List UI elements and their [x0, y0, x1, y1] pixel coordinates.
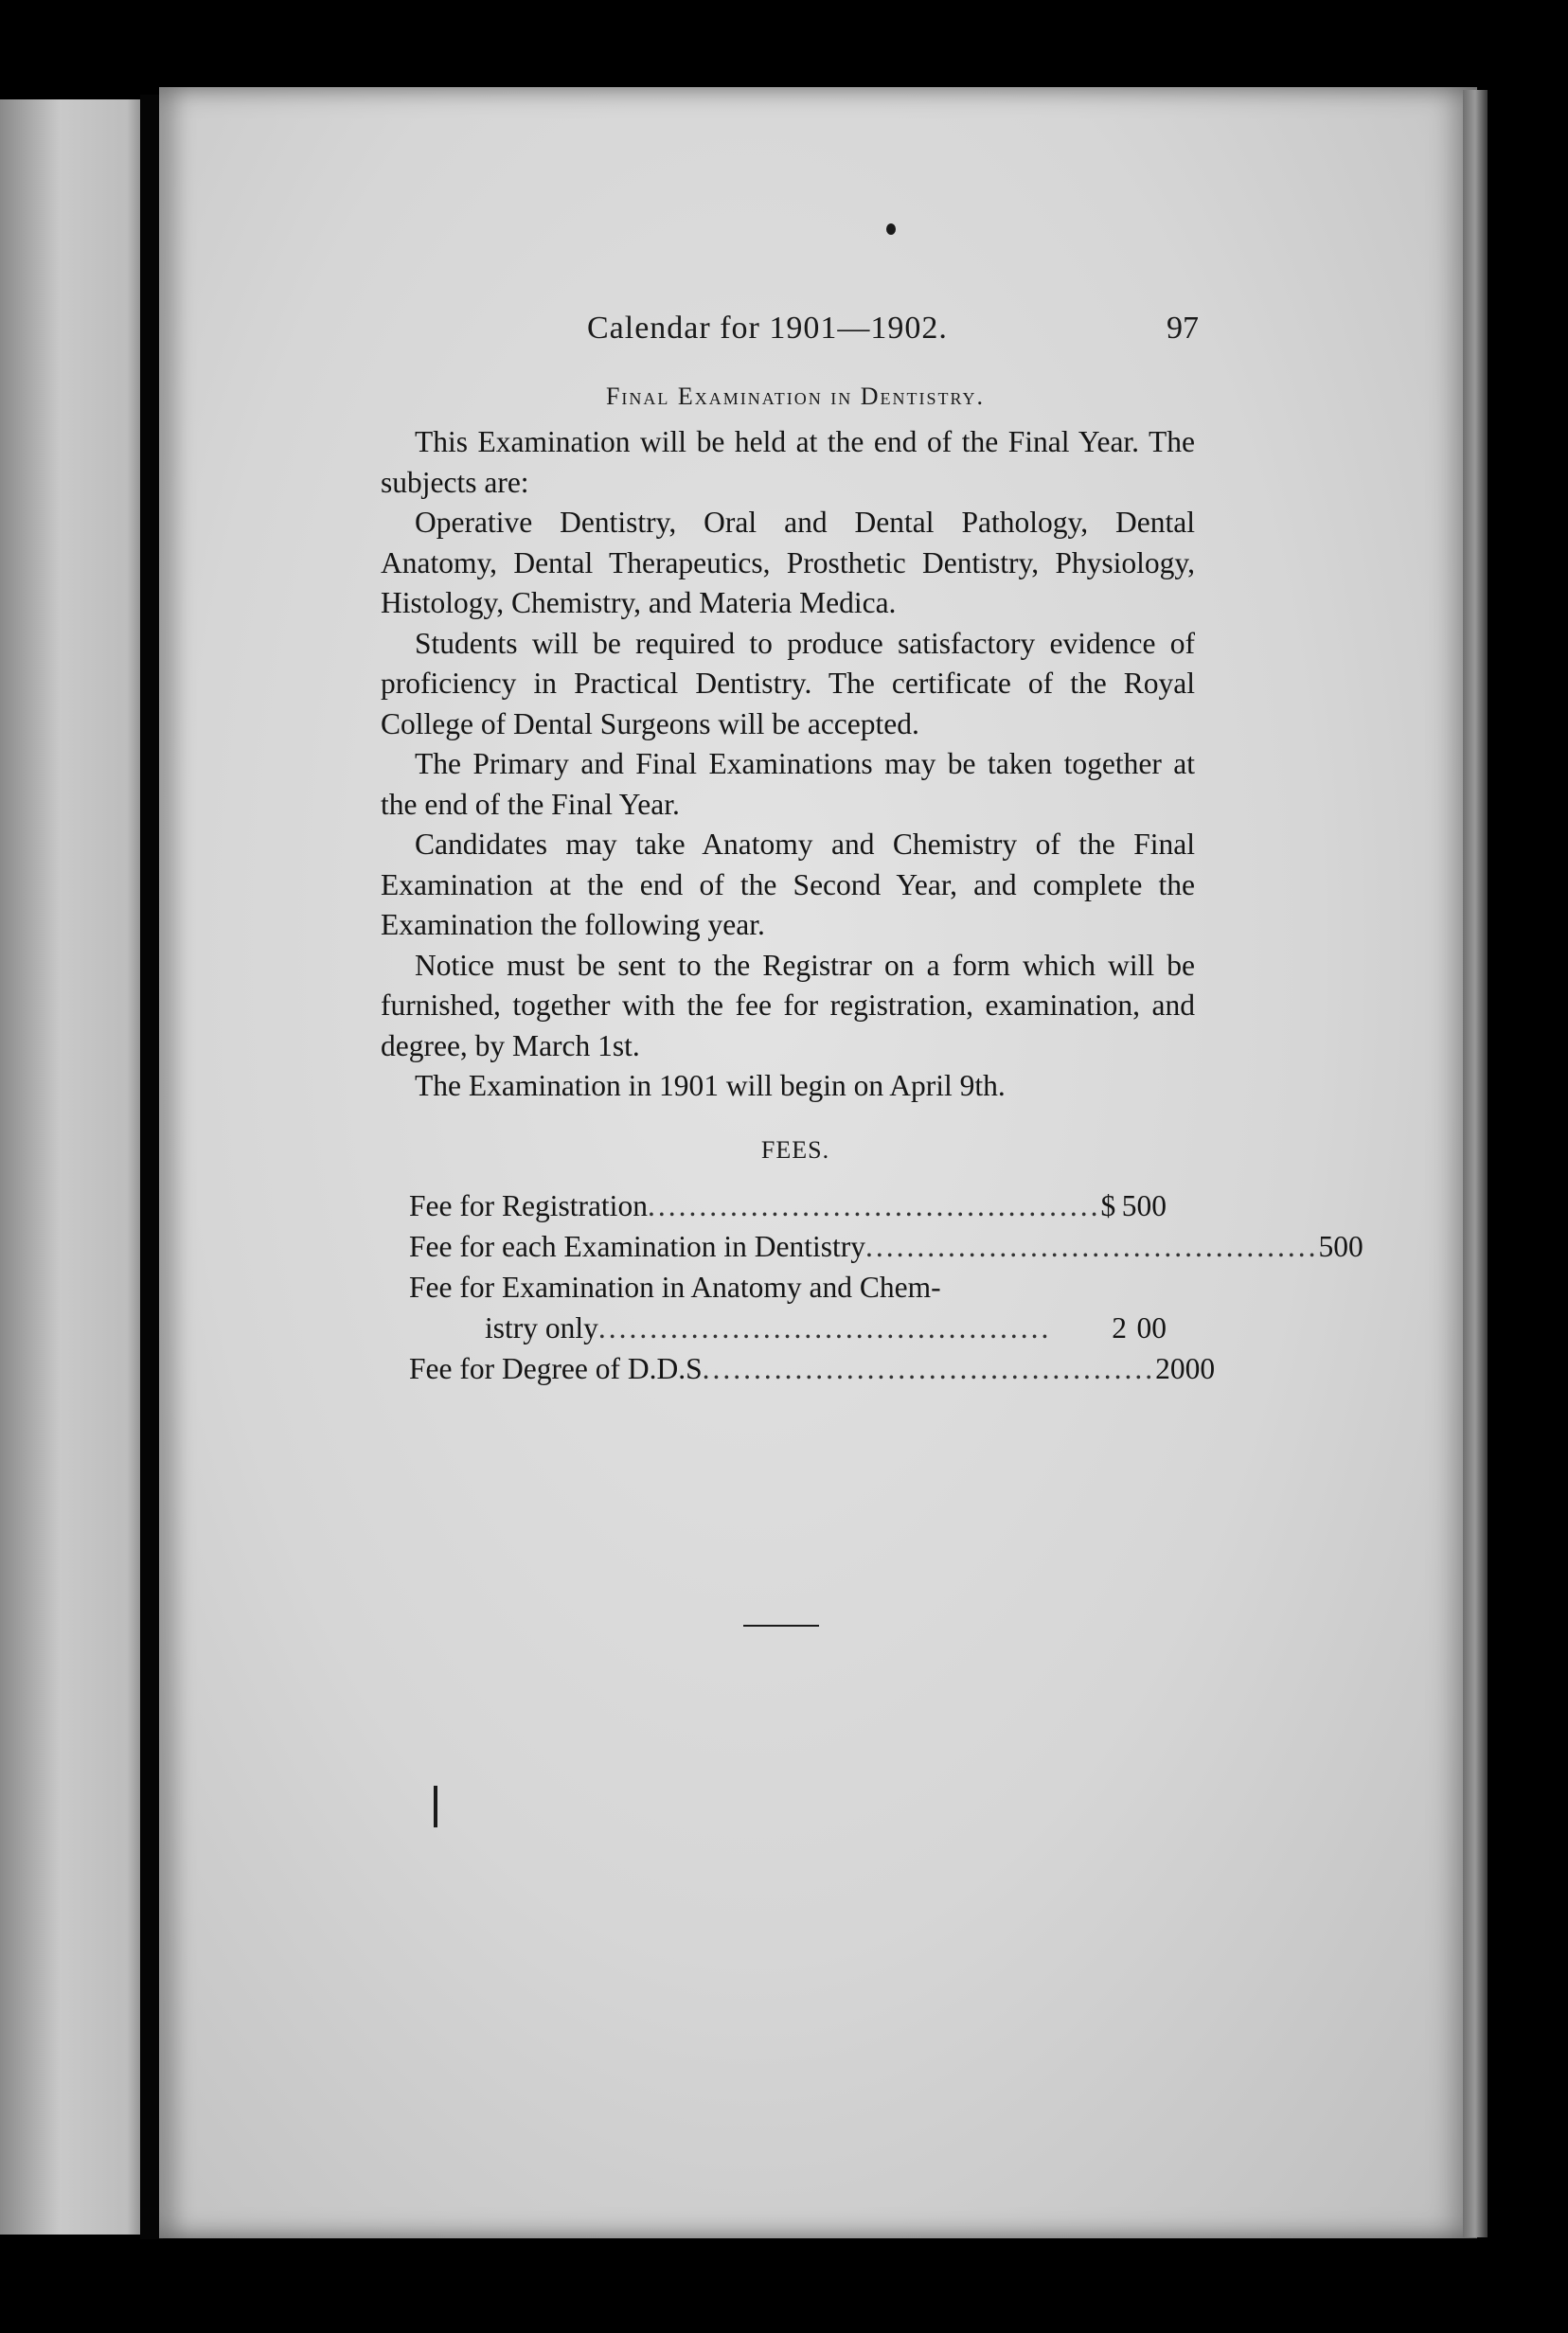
- fee-cents: 00: [1185, 1352, 1216, 1385]
- fee-dollars: 5: [1318, 1230, 1334, 1263]
- page-edge-shadow: [1463, 90, 1488, 2237]
- fee-row: [409, 1185, 1167, 1226]
- fee-dollars: 20: [1155, 1352, 1185, 1385]
- ink-mark: [434, 1786, 437, 1827]
- fee-dollars: 5: [1121, 1189, 1137, 1222]
- fee-label: Fee for each Examination in Dentistry: [409, 1230, 865, 1263]
- decorative-rule: [743, 1625, 819, 1627]
- leader-dots: ............................................: [647, 1189, 1101, 1222]
- fee-label: Fee for Registration: [409, 1189, 648, 1222]
- page-number: 97: [1167, 311, 1199, 346]
- facing-page-edge: [0, 99, 150, 2235]
- fee-row: [409, 1348, 1216, 1389]
- paragraph-practical-evidence: Students will be required to produce satisfactory evidence of proficiency in Practical Dentistry. The certificate of the Royal College of Dental Surgeons will be accepted.: [381, 626, 1195, 740]
- body-text: [381, 422, 1195, 1107]
- fee-label: Fee for Degree of D.D.S: [409, 1352, 703, 1385]
- leader-dots: ............................................: [864, 1230, 1319, 1263]
- paragraph-notice: Notice must be sent to the Registrar on a form which will be furnished, together with the fee for registration, examination, and degree, by March 1st.: [381, 948, 1195, 1062]
- fee-label: Fee for Examination in Anatomy and Chem-: [409, 1271, 941, 1304]
- ink-speck: [886, 223, 896, 235]
- fee-currency: $: [1100, 1189, 1116, 1222]
- paragraph-subjects-list: Operative Dentistry, Oral and Dental Pathology, Dental Anatomy, Dental Therapeutics, Prosthetic Dentistry, Physiology, Histology, Chemistry, and Materia Medica.: [381, 506, 1195, 619]
- section-title: Final Examination in Dentistry.: [605, 383, 986, 410]
- paragraph-subjects-intro: This Examination will be held at the end of the Final Year. The subjects are:: [381, 425, 1195, 499]
- fee-cents: 00: [1333, 1230, 1363, 1263]
- paragraph-combined-exams: The Primary and Final Examinations may be taken together at the end of the Final Year.: [381, 747, 1195, 821]
- fee-dollars: 2: [1112, 1311, 1128, 1345]
- fee-row: [409, 1308, 1167, 1348]
- leader-dots: ............................................: [597, 1311, 1052, 1345]
- fee-cents: 00: [1136, 1311, 1167, 1345]
- leader-dots: ............................................: [702, 1352, 1156, 1385]
- paragraph-exam-date: The Examination in 1901 will begin on April 9th.: [415, 1069, 1006, 1102]
- running-header: Calendar for 1901—1902.: [587, 311, 948, 346]
- fee-label: istry only: [485, 1311, 598, 1345]
- fees-table: [409, 1185, 1363, 1389]
- fee-row: [409, 1226, 1363, 1267]
- fees-title: FEES.: [760, 1136, 830, 1164]
- paragraph-candidates: Candidates may take Anatomy and Chemistry of the Final Examination at the end of the Second Year, and complete the Examination the following year.: [381, 828, 1195, 941]
- fee-row: [409, 1267, 1167, 1308]
- fee-cents: 00: [1136, 1189, 1167, 1222]
